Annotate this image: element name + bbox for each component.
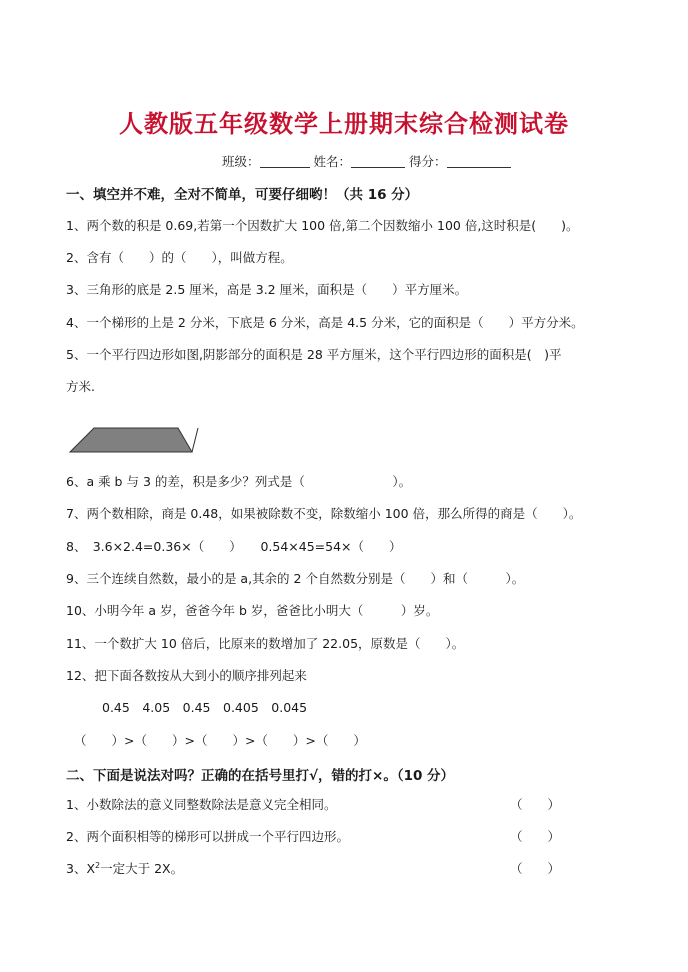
answer-bracket-2-1[interactable]: （ ） (510, 797, 561, 812)
name-label: 姓名： (313, 154, 352, 169)
question-1-1: 1、两个数的积是 0.69,若第一个因数扩大 100 倍,第二个因数缩小 100 倍,这时积是( )。 (66, 218, 579, 233)
answer-bracket-2-2[interactable]: （ ） (510, 829, 561, 844)
question-2-3-prefix: 3、X (66, 861, 96, 876)
student-info-row (222, 152, 511, 170)
score-blank[interactable] (447, 155, 511, 168)
question-1-12: 12、把下面各数按从大到小的顺序排列起来 (66, 668, 307, 683)
question-1-12-numbers: 0.45 4.05 0.45 0.405 0.045 (102, 700, 308, 715)
score-label: 得分： (409, 154, 447, 169)
question-1-9: 9、三个连续自然数，最小的是 a,其余的 2 个自然数分别是（ ）和（ ）。 (66, 571, 525, 586)
question-2-3-suffix: 一定大于 2X。 (100, 861, 184, 876)
question-2-1: 1、小数除法的意义同整数除法是意义完全相同。 (66, 797, 337, 812)
question-1-5-line2: 方米. (66, 379, 95, 394)
question-2-3-exponent: 2 (95, 860, 101, 870)
class-label: 班级： (222, 154, 260, 169)
answer-bracket-2-3[interactable]: （ ） (510, 861, 561, 876)
section2-heading: 二、下面是说法对吗？正确的在括号里打√，错的打×。（10 分） (66, 768, 455, 784)
question-1-7: 7、两个数相除，商是 0.48，如果被除数不变，除数缩小 100 倍，那么所得的商是（ ）。 (66, 506, 582, 521)
question-2-3 (66, 859, 183, 877)
page-title: 人教版五年级数学上册期末综合检测试卷 (119, 109, 569, 138)
parallelogram-side (192, 428, 198, 452)
question-1-12-order: （ ）>（ ）>（ ）>（ ）>（ ） (74, 733, 366, 748)
question-2-2: 2、两个面积相等的梯形可以拼成一个平行四边形。 (66, 829, 349, 844)
question-1-3: 3、三角形的底是 2.5 厘米，高是 3.2 厘米，面积是（ ）平方厘米。 (66, 282, 468, 297)
question-1-8: 8、 3.6×2.4=0.36×（ ） 0.54×45=54×（ ） (66, 539, 402, 554)
question-1-11: 11、一个数扩大 10 倍后，比原来的数增加了 22.05，原数是（ ）。 (66, 636, 465, 651)
question-1-4: 4、一个梯形的上是 2 分米，下底是 6 分米，高是 4.5 分米，它的面积是（ ）平方分米。 (66, 315, 584, 330)
name-blank[interactable] (351, 155, 405, 168)
shaded-trapezoid (70, 428, 192, 452)
parallelogram-figure (68, 424, 200, 454)
question-1-5-line1: 5、一个平行四边形如图,阴影部分的面积是 28 平方厘米，这个平行四边形的面积是( )平 (66, 347, 562, 362)
class-blank[interactable] (260, 155, 310, 168)
section1-heading: 一、填空并不难，全对不简单，可要仔细哟！（共 16 分） (66, 187, 419, 203)
question-1-2: 2、含有（ ）的（ ），叫做方程。 (66, 250, 293, 265)
question-1-10: 10、小明今年 a 岁，爸爸今年 b 岁，爸爸比小明大（ ）岁。 (66, 603, 439, 618)
question-1-6: 6、a 乘 b 与 3 的差，积是多少？列式是（ ）。 (66, 474, 412, 489)
